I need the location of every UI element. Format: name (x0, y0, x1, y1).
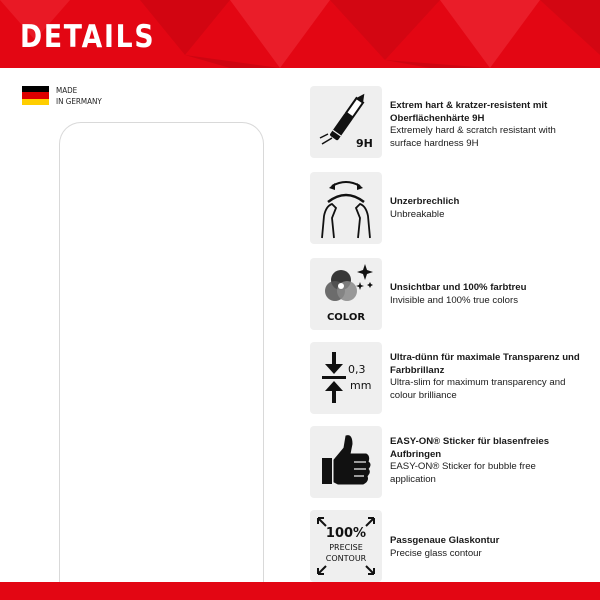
made-in-germany-label: MADE IN GERMANY (56, 86, 102, 106)
footer-bar (0, 582, 600, 600)
feature-true-colors: COLOR Unsichtbar und 100% farbtreu Invisible and 100% true colors (308, 258, 580, 330)
knife-9h-icon: 9H (310, 86, 382, 158)
color-circles-icon: COLOR (310, 258, 382, 330)
page-title: DETAILS (20, 19, 156, 55)
thickness-arrows-icon: 0,3 mm (310, 342, 382, 414)
glass-outline (59, 122, 264, 582)
germany-flag-icon (22, 86, 49, 105)
precise-contour-icon: 100% PRECISE CONTOUR (310, 510, 382, 582)
feature-unbreakable: Unzerbrechlich Unbreakable (308, 172, 580, 244)
feature-ultra-slim: 0,3 mm Ultra-dünn für maximale Transparenz und Farbbrillanz Ultra-slim for maximum transparency and colour brilliance (308, 342, 580, 414)
bending-hands-icon (310, 172, 382, 244)
feature-easy-on: EASY-ON® Sticker für blasenfreies Aufbringen EASY-ON® Sticker for bubble free application (308, 426, 580, 498)
thumbs-up-icon (310, 426, 382, 498)
header-banner (0, 0, 600, 68)
feature-precise-contour: 100% PRECISE CONTOUR Passgenaue Glaskontur Precise glass contour (308, 510, 580, 582)
feature-hardness: 9H Extrem hart & kratzer-resistent mit Oberflächenhärte 9H Extremely hard & scratch resistant with surface hardness 9H (308, 86, 580, 158)
